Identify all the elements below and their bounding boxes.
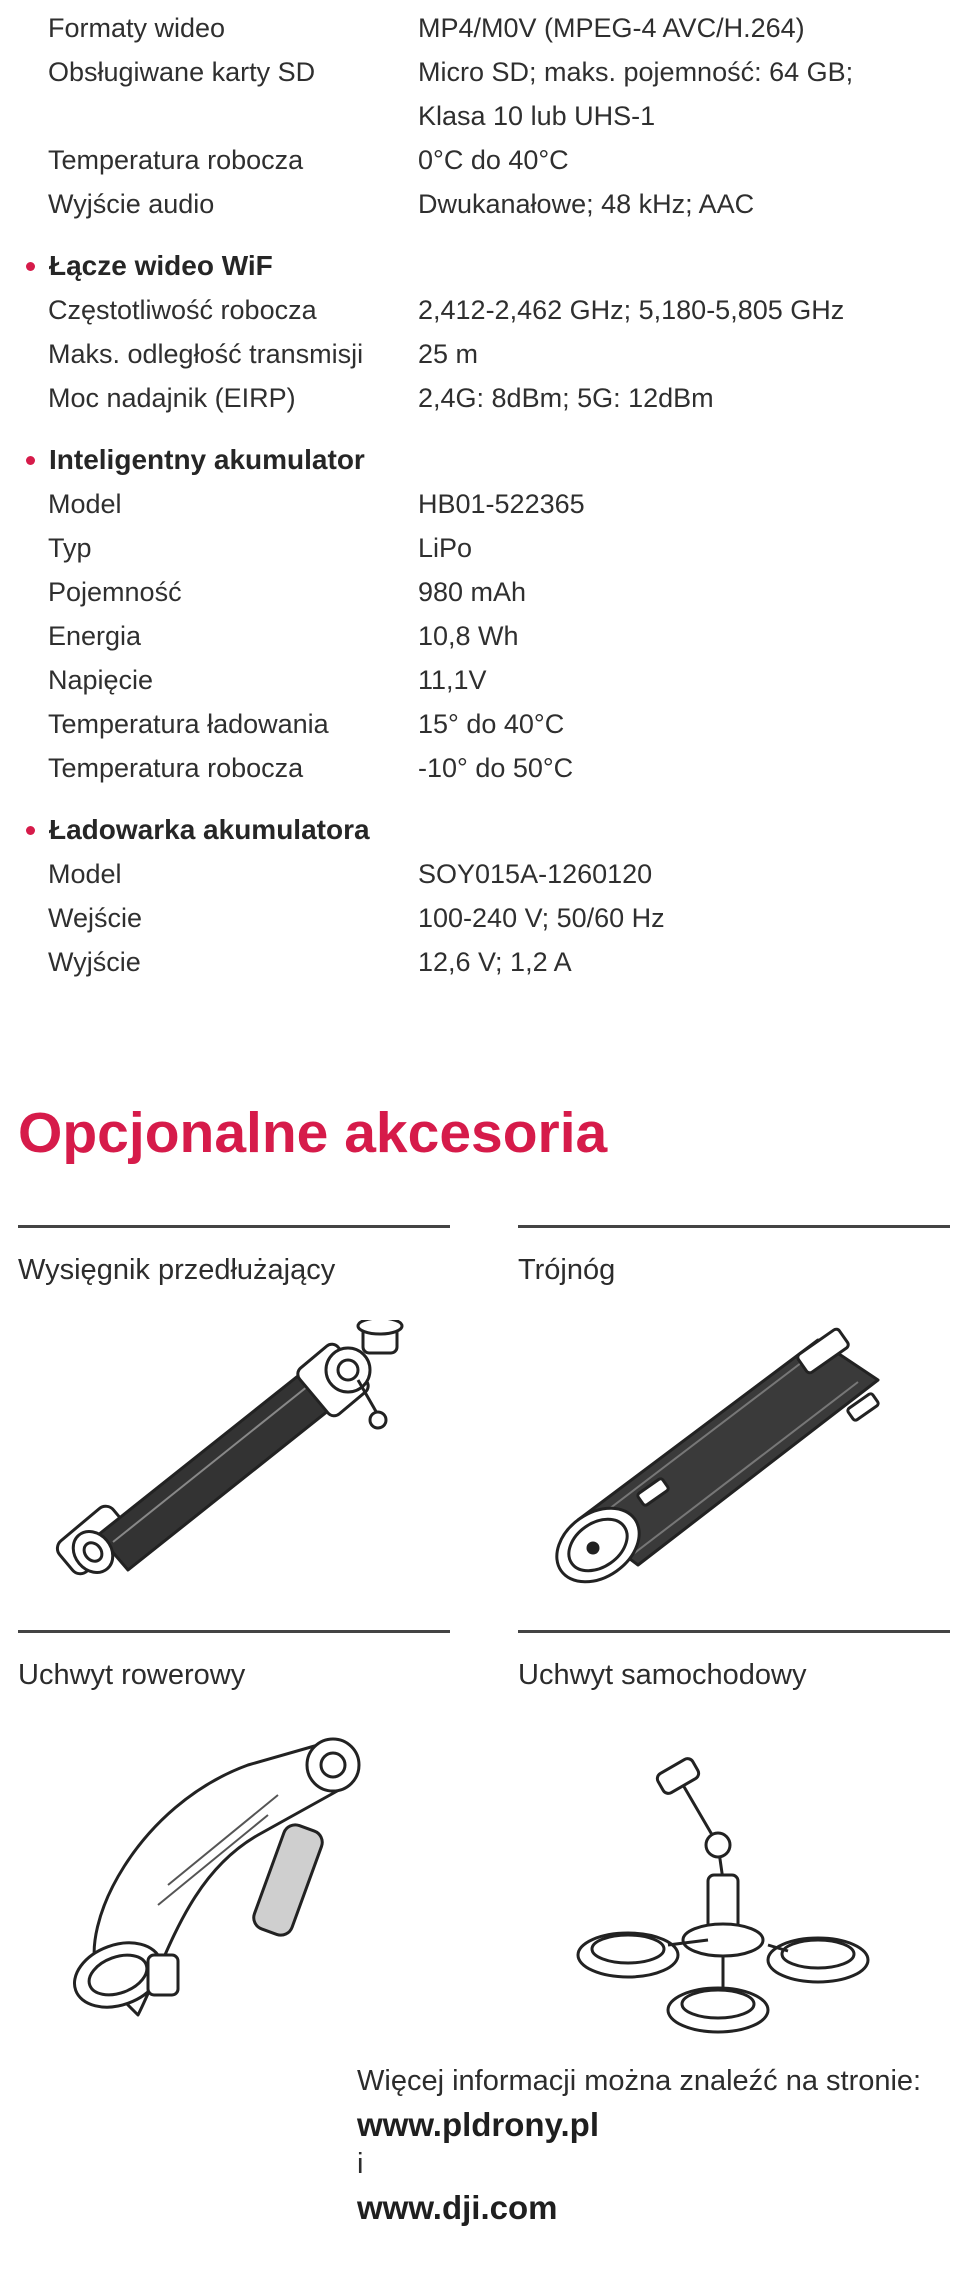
spec-value: 25 m (418, 339, 479, 369)
spec-value: 980 mAh (418, 577, 527, 607)
spec-row (48, 570, 948, 614)
spec-row (48, 896, 948, 940)
bullet-icon (26, 456, 35, 465)
spec-label: Częstotliwość robocza (48, 295, 317, 325)
bullet-icon (26, 262, 35, 271)
divider (518, 1630, 950, 1633)
spec-value: Micro SD; maks. pojemność: 64 GB; (418, 57, 854, 87)
spec-row (48, 332, 948, 376)
spec-value: SOY015A-1260120 (418, 859, 653, 889)
spec-label: Moc nadajnik (EIRP) (48, 383, 296, 413)
spec-row (48, 50, 948, 138)
spec-label: Wejście (48, 903, 143, 933)
spec-row (48, 526, 948, 570)
spec-row (48, 288, 948, 332)
spec-value: LiPo (418, 533, 473, 563)
accessory-label: Uchwyt samochodowy (518, 1659, 807, 1691)
section-title: Łącze wideo WiF (49, 250, 273, 281)
divider (518, 1225, 950, 1228)
website-link-dji[interactable]: www.dji.com (357, 2189, 558, 2226)
section-battery (48, 438, 948, 790)
extension-rod-icon (18, 1320, 438, 1620)
accessory-label: Wysięgnik przedłużający (18, 1254, 336, 1286)
accessories-title: Opcjonalne akcesoria (18, 1101, 608, 1165)
spec-value: MP4/M0V (MPEG-4 AVC/H.264) (418, 13, 805, 43)
accessory-label: Uchwyt rowerowy (18, 1659, 246, 1691)
spec-label: Formaty wideo (48, 13, 226, 43)
tripod-icon (518, 1320, 938, 1620)
spec-list (48, 6, 948, 984)
spec-value: 11,1V (418, 665, 487, 695)
spec-row (48, 138, 948, 182)
spec-label: Temperatura robocza (48, 145, 304, 175)
spec-value: 15° do 40°C (418, 709, 565, 739)
spec-value-line2: Klasa 10 lub UHS-1 (418, 101, 656, 131)
spec-label: Temperatura ładowania (48, 709, 329, 739)
spec-label: Wyjście audio (48, 189, 215, 219)
spec-label: Pojemność (48, 577, 182, 607)
bullet-icon (26, 826, 35, 835)
spec-label: Obsługiwane karty SD (48, 57, 316, 87)
spec-value: 10,8 Wh (418, 621, 519, 651)
divider (18, 1225, 450, 1228)
spec-row (48, 376, 948, 420)
car-mount-icon (518, 1725, 938, 2045)
spec-row (48, 658, 948, 702)
accessory-extension-rod (18, 1225, 450, 1645)
footer-info (357, 2065, 957, 2227)
spec-label: Wyjście (48, 947, 141, 977)
section-wifi (48, 244, 948, 420)
spec-value: 0°C do 40°C (418, 145, 569, 175)
spec-row (48, 746, 948, 790)
spec-value: 2,412-2,462 GHz; 5,180-5,805 GHz (418, 295, 845, 325)
bike-mount-icon (18, 1725, 438, 2045)
spec-row (48, 702, 948, 746)
spec-value: HB01-522365 (418, 489, 585, 519)
spec-label: Temperatura robocza (48, 753, 304, 783)
spec-row (48, 852, 948, 896)
accessory-car-mount (518, 1630, 950, 2050)
spec-value: 2,4G: 8dBm; 5G: 12dBm (418, 383, 714, 413)
spec-row (48, 182, 948, 226)
section-title: Ładowarka akumulatora (49, 814, 370, 845)
spec-label: Model (48, 859, 122, 889)
footer-text: Więcej informacji można znaleźć na stronie: (357, 2065, 922, 2097)
spec-label: Maks. odległość transmisji (48, 339, 364, 369)
spec-value: 100-240 V; 50/60 Hz (418, 903, 665, 933)
spec-row (48, 940, 948, 984)
divider (18, 1630, 450, 1633)
spec-label: Energia (48, 621, 142, 651)
spec-value: -10° do 50°C (418, 753, 574, 783)
spec-label: Model (48, 489, 122, 519)
spec-row (48, 482, 948, 526)
spec-label: Napięcie (48, 665, 154, 695)
spec-label: Typ (48, 533, 92, 563)
accessory-tripod (518, 1225, 950, 1645)
spec-row (48, 6, 948, 50)
spec-row (48, 614, 948, 658)
accessory-bike-mount (18, 1630, 450, 2050)
accessory-label: Trójnóg (518, 1254, 616, 1286)
spec-value: Dwukanałowe; 48 kHz; AAC (418, 189, 755, 219)
website-link-pldrony[interactable]: www.pldrony.pl (357, 2106, 599, 2143)
section-title: Inteligentny akumulator (49, 444, 365, 475)
section-charger (48, 808, 948, 984)
footer-conjunction: i (357, 2148, 364, 2180)
spec-value: 12,6 V; 1,2 A (418, 947, 572, 977)
